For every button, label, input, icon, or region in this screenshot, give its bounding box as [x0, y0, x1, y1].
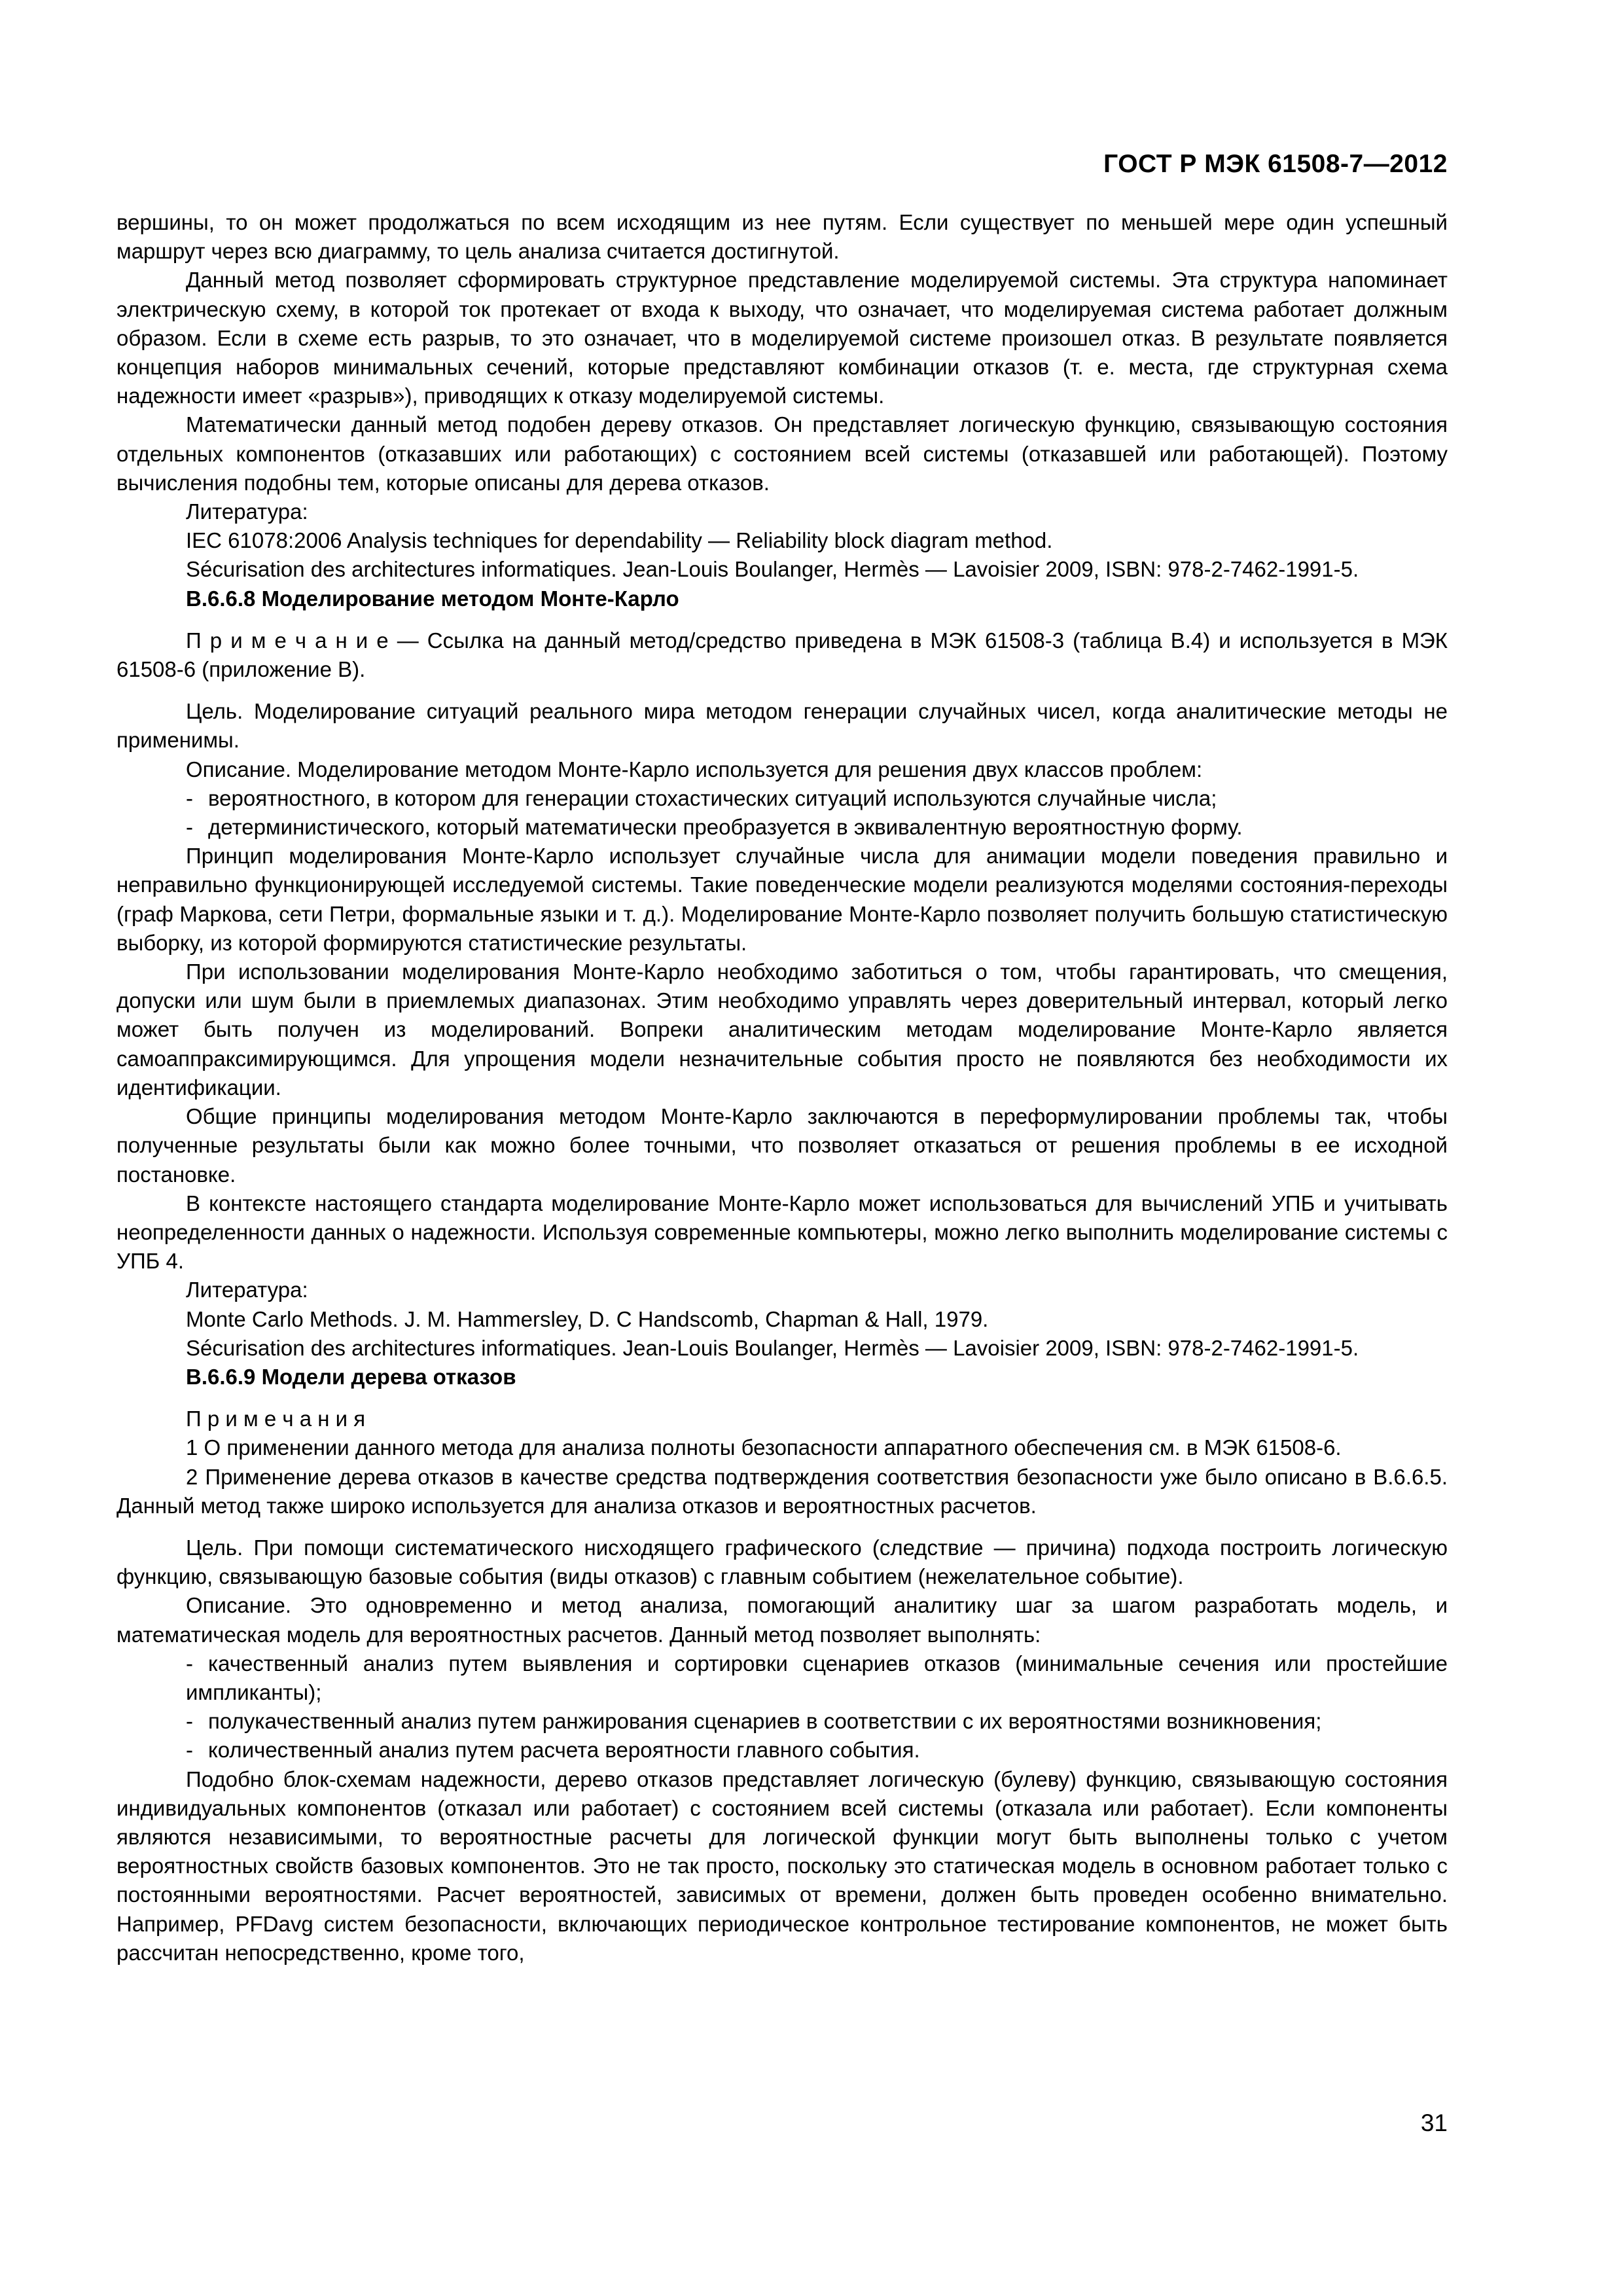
- paragraph: Описание. Это одновременно и метод анализа, помогающий аналитику шаг за шагом разработать модель, и математическая модель для вероятностных расчетов. Данный метод позволяет выполнять:: [116, 1593, 1448, 1647]
- paragraph: Подобно блок-схемам надежности, дерево отказов представляет логическую (булеву) функцию, связывающую состояния индивидуальных компонентов (отказал или работает) с состоянием всей системы (отказала или работает). Если компоненты являются независимыми, то вероятностные расчеты для логической функции могут быть выполнены только с учетом вероятностных свойств базовых компонентов. Это не так просто, поскольку это статическая модель в основном работает только с постоянными вероятностями. Расчет вероятностей, зависимых от времени, должен быть проведен особенно внимательно. Например, PFDavg систем безопасности, включающих периодическое контрольное тестирование компонентов, не может быть рассчитан непосредственно, кроме того,: [116, 1767, 1448, 1965]
- section-heading: В.6.6.8 Моделирование методом Монте-Карло: [186, 586, 679, 611]
- reference-item: IEC 61078:2006 Analysis techniques for dependability — Reliability block diagram method.: [186, 528, 1053, 553]
- list-marker: -: [186, 1738, 193, 1763]
- paragraph: Принцип моделирования Монте-Карло использует случайные числа для анимации модели поведения правильно и неправильно функционирующей исследуемой системы. Такие поведенческие модели реализуются моделями состояния-переходы (граф Маркова, сети Петри, формальные языки и т. д.). Моделирование Монте-Карло позволяет получить большую статистическую выборку, из которой формируются статистические результаты.: [116, 844, 1448, 955]
- list-item: [116, 1649, 1448, 1707]
- reference-item: Sécurisation des architectures informatiques. Jean-Louis Boulanger, Hermès — Lavoisier 2009, ISBN: 978-2-7462-1991-5.: [186, 557, 1359, 582]
- list-item-text: детерминистического, который математически преобразуется в эквивалентную вероятностную форму.: [208, 815, 1243, 840]
- page-number: 31: [1420, 2109, 1448, 2136]
- list-item-text: количественный анализ путем расчета вероятности главного события.: [208, 1738, 920, 1763]
- list-item-text: качественный анализ путем выявления и сортировки сценариев отказов (минимальные сечения или простейшие импликанты);: [186, 1651, 1448, 1704]
- paragraph: Цель. При помощи систематического нисходящего графического (следствие — причина) подхода построить логическую функцию, связывающую базовые события (виды отказов) с главным событием (нежелательное событие).: [116, 1535, 1448, 1589]
- section-heading: В.6.6.9 Модели дерева отказов: [186, 1364, 516, 1389]
- reference-item: Sécurisation des architectures informatiques. Jean-Louis Boulanger, Hermès — Lavoisier 2009, ISBN: 978-2-7462-1991-5.: [186, 1335, 1359, 1360]
- document-header: ГОСТ Р МЭК 61508-7—2012: [1103, 150, 1448, 178]
- list-item: [116, 784, 1448, 813]
- document-body: [116, 208, 1448, 1967]
- references-label: Литература:: [186, 1278, 308, 1302]
- notes-title: П р и м е ч а н и я: [186, 1407, 366, 1431]
- list-marker: -: [186, 1651, 193, 1676]
- references-label: Литература:: [186, 499, 308, 524]
- list-item: [116, 1707, 1448, 1736]
- paragraph: Данный метод позволяет сформировать структурное представление моделируемой системы. Эта структура напоминает электрическую схему, в которой ток протекает от входа к выходу, что означает, что моделируемая система работает должным образом. Если в схеме есть разрыв, то это означает, что в моделируемой системе произошел отказ. В результате появляется концепция наборов минимальных сечений, которые представляют комбинации отказов (т. е. места, где структурная схема надежности имеет «разрыв»), приводящих к отказу моделируемой системы.: [116, 268, 1448, 408]
- note: П р и м е ч а н и е — Ссылка на данный метод/средство приведена в МЭК 61508-3 (таблица В.4) и используется в МЭК 61508-6 (приложение В).: [116, 628, 1448, 682]
- list-marker: -: [186, 785, 193, 810]
- paragraph: вершины, то он может продолжаться по всем исходящим из нее путям. Если существует по меньшей мере один успешный маршрут через всю диаграмму, то цель анализа считается достигнутой.: [116, 210, 1448, 264]
- paragraph: Математически данный метод подобен дереву отказов. Он представляет логическую функцию, связывающую состояния отдельных компонентов (отказавших или работающих) с состоянием всей системы (отказавшей или работающей). Поэтому вычисления подобны тем, которые описаны для дерева отказов.: [116, 412, 1448, 495]
- paragraph: Цель. Моделирование ситуаций реального мира методом генерации случайных чисел, когда аналитические методы не применимы.: [116, 699, 1448, 753]
- note: 1 О применении данного метода для анализа полноты безопасности аппаратного обеспечения см. в МЭК 61508-6.: [186, 1435, 1342, 1460]
- paragraph: В контексте настоящего стандарта моделирование Монте-Карло может использоваться для вычислений УПБ и учитывать неопределенности данных о надежности. Используя современные компьютеры, можно легко выполнить моделирование системы с УПБ 4.: [116, 1191, 1448, 1274]
- note: 2 Применение дерева отказов в качестве средства подтверждения соответствия безопасности уже было описано в В.6.6.5. Данный метод также широко используется для анализа отказов и вероятностных расчетов.: [116, 1464, 1448, 1518]
- list-item: [116, 813, 1448, 842]
- list-item-text: полукачественный анализ путем ранжирования сценариев в соответствии с их вероятностями возникновения;: [208, 1709, 1322, 1734]
- paragraph: Общие принципы моделирования методом Монте-Карло заключаются в переформулировании проблемы так, чтобы полученные результаты были как можно более точными, что позволяет отказаться от решения проблемы в ее исходной постановке.: [116, 1104, 1448, 1187]
- reference-item: Monte Carlo Methods. J. M. Hammersley, D. C Handscomb, Chapman & Hall, 1979.: [186, 1306, 989, 1331]
- list-item-text: вероятностного, в котором для генерации стохастических ситуаций используются случайные числа;: [208, 785, 1217, 810]
- paragraph: При использовании моделирования Монте-Карло необходимо заботиться о том, чтобы гарантировать, что смещения, допуски или шум были в приемлемых диапазонах. Этим необходимо управлять через доверительный интервал, который легко может быть получен из моделирований. Вопреки аналитическим методам моделирование Монте-Карло является самоаппраксимирующимся. Для упрощения модели незначительные события просто не появляются без необходимости их идентификации.: [116, 960, 1448, 1100]
- list-item: [116, 1736, 1448, 1765]
- list-marker: -: [186, 815, 193, 840]
- paragraph: Описание. Моделирование методом Монте-Карло используется для решения двух классов проблем:: [186, 757, 1203, 781]
- list-marker: -: [186, 1709, 193, 1734]
